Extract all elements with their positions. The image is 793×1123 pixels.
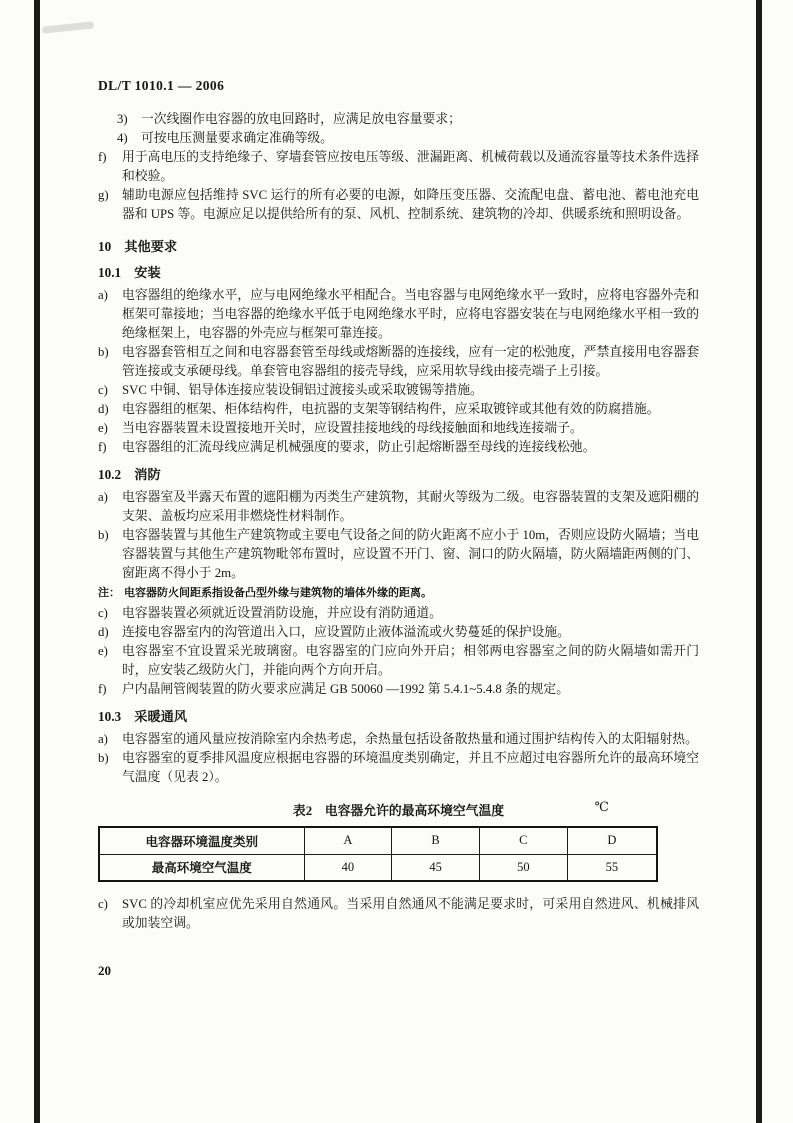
list-item (98, 343, 699, 381)
item-text: 电容器室及半露天布置的遮阳棚为丙类生产建筑物，其耐火等级为二级。电容器装置的支架及遮阳棚的支架、盖板均应采用非燃烧性材料制作。 (122, 490, 699, 523)
item-text: 用于高电压的支持绝缘子、穿墙套管应按电压等级、泄漏距离、机械荷载以及通流容量等技术条件选择和校验。 (122, 150, 699, 183)
note (98, 585, 699, 602)
item-label: g) (98, 188, 109, 202)
item-label: b) (98, 345, 109, 359)
item-label: c) (98, 606, 108, 620)
table-cell: 50 (479, 854, 567, 881)
table-caption-text: 表2 电容器允许的最高环境空气温度 (292, 804, 505, 818)
scan-edge-left (34, 0, 40, 1123)
item-label: 3) (117, 112, 128, 126)
item-text: 电容器组的框架、柜体结构件，电抗器的支架等钢结构件，应采取镀锌或其他有效的防腐措施。 (122, 402, 660, 416)
table-cell: 55 (567, 854, 657, 881)
item-text: 辅助电源应包括维持 SVC 运行的所有必要的电源，如降压变压器、交流配电盘、蓄电池、蓄电池充电器和 UPS 等。电源应足以提供给所有的泵、风机、控制系统、建筑物的冷却、供暖系统和照明设备。 (122, 188, 699, 221)
item-text: 电容器组的汇流母线应满足机械强度的要求，防止引起熔断器至母线的连接线松弛。 (122, 440, 596, 454)
item-label: 4) (117, 131, 128, 145)
table-cell: B (392, 827, 480, 854)
table-cell: 最高环境空气温度 (99, 854, 304, 881)
list-item (98, 895, 699, 933)
item-label: f) (98, 440, 107, 454)
item-label: b) (98, 528, 109, 542)
section-heading-10-2: 10.2 消防 (98, 467, 161, 482)
scan-smudge (42, 21, 94, 33)
table-caption (98, 800, 699, 819)
table-row (99, 854, 657, 881)
list-item (98, 129, 699, 148)
list-item (98, 400, 699, 419)
item-label: a) (98, 288, 108, 302)
item-text: 电容器室的通风量应按消除室内余热考虑，余热量包括设备散热量和通过围护结构传入的太阳辐射热。 (122, 732, 698, 746)
list-item (98, 749, 699, 787)
doc-code-header: DL/T 1010.1 — 2006 (98, 78, 225, 93)
section-heading-10: 10 其他要求 (98, 239, 178, 254)
list-item (98, 730, 699, 749)
item-text: 可按电压测量要求确定准确等级。 (141, 131, 333, 145)
item-text: 当电容器装置未设置接地开关时，应设置挂接地线的母线接触面和地线连接端子。 (122, 421, 583, 435)
item-label: a) (98, 732, 108, 746)
item-label: f) (98, 682, 107, 696)
section-heading-10-3: 10.3 采暖通风 (98, 709, 188, 724)
table-cell: 电容器环境温度类别 (99, 827, 304, 854)
note-text: 电容器防火间距系指设备凸型外缘与建筑物的墙体外缘的距离。 (124, 587, 432, 599)
page-content (98, 78, 699, 979)
list-item (98, 286, 699, 343)
item-text: SVC 中铜、铝导体连接应装设铜铝过渡接头或采取镀锡等措施。 (122, 383, 483, 397)
temperature-unit: ℃ (594, 800, 609, 814)
table-cell: 40 (304, 854, 392, 881)
item-text: 电容器组的绝缘水平，应与电网绝缘水平相配合。当电容器与电网绝缘水平一致时，应将电容器外壳和框架可靠接地；当电容器的绝缘水平低于电网绝缘水平时，应将电容器安装在与电网绝缘水平相一致的绝缘框架上，电容器的外壳应与框架可靠连接。 (122, 288, 699, 340)
item-text: SVC 的冷却机室应优先采用自然通风。当采用自然通风不能满足要求时，可采用自然进风、机械排风或加装空调。 (122, 897, 699, 930)
table-cell: A (304, 827, 392, 854)
list-item (98, 680, 699, 699)
list-item (98, 623, 699, 642)
item-text: 电容器装置必须就近设置消防设施，并应设有消防通道。 (122, 606, 442, 620)
list-item (98, 488, 699, 526)
table-cell: D (567, 827, 657, 854)
item-text: 一次线圈作电容器的放电回路时，应满足放电容量要求； (141, 112, 461, 126)
note-label: 注： (98, 587, 120, 599)
list-item (98, 148, 699, 186)
item-text: 连接电容器室内的沟管道出入口，应设置防止液体溢流或火势蔓延的保护设施。 (122, 625, 570, 639)
item-label: d) (98, 625, 109, 639)
item-text: 电容器装置与其他生产建筑物或主要电气设备之间的防火距离不应小于 10m，否则应设防火隔墙；当电容器装置与其他生产建筑物毗邻布置时，应设置不开门、窗、洞口的防火隔墙，防火隔墙距两侧的门、窗距离不得小于 2m。 (122, 528, 699, 580)
item-label: c) (98, 897, 108, 911)
scan-edge-right (756, 0, 762, 1123)
item-text: 电容器室的夏季排风温度应根据电容器的环境温度类别确定，并且不应超过电容器所允许的最高环境空气温度（见表 2）。 (122, 751, 699, 784)
list-item (98, 604, 699, 623)
list-item (98, 419, 699, 438)
list-item (98, 381, 699, 400)
item-text: 电容器室不宜设置采光玻璃窗。电容器室的门应向外开启；相邻两电容器室之间的防火隔墙如需开门时，应安装乙级防火门，并能向两个方向开启。 (122, 644, 699, 677)
list-item (98, 186, 699, 224)
item-text: 电容器套管相互之间和电容器套管至母线或熔断器的连接线，应有一定的松弛度，严禁直接用电容器套管连接或支承硬母线。单套管电容器组的接壳导线，应采用软导线由接壳端子上引接。 (122, 345, 699, 378)
table-cell: 45 (392, 854, 480, 881)
item-label: a) (98, 490, 108, 504)
list-item (98, 526, 699, 583)
item-label: f) (98, 150, 107, 164)
list-item (98, 438, 699, 457)
table-row (99, 827, 657, 854)
item-label: b) (98, 751, 109, 765)
item-label: c) (98, 383, 108, 397)
item-label: e) (98, 644, 108, 658)
list-item (98, 110, 699, 129)
table-cell: C (479, 827, 567, 854)
item-text: 户内晶闸管阀装置的防火要求应满足 GB 50060 —1992 第 5.4.1~5.4.8 条的规定。 (122, 682, 569, 696)
section-heading-10-1: 10.1 安装 (98, 265, 161, 280)
item-label: d) (98, 402, 109, 416)
capacitor-temperature-table (98, 826, 658, 882)
item-label: e) (98, 421, 108, 435)
list-item (98, 642, 699, 680)
page-number: 20 (98, 963, 111, 978)
